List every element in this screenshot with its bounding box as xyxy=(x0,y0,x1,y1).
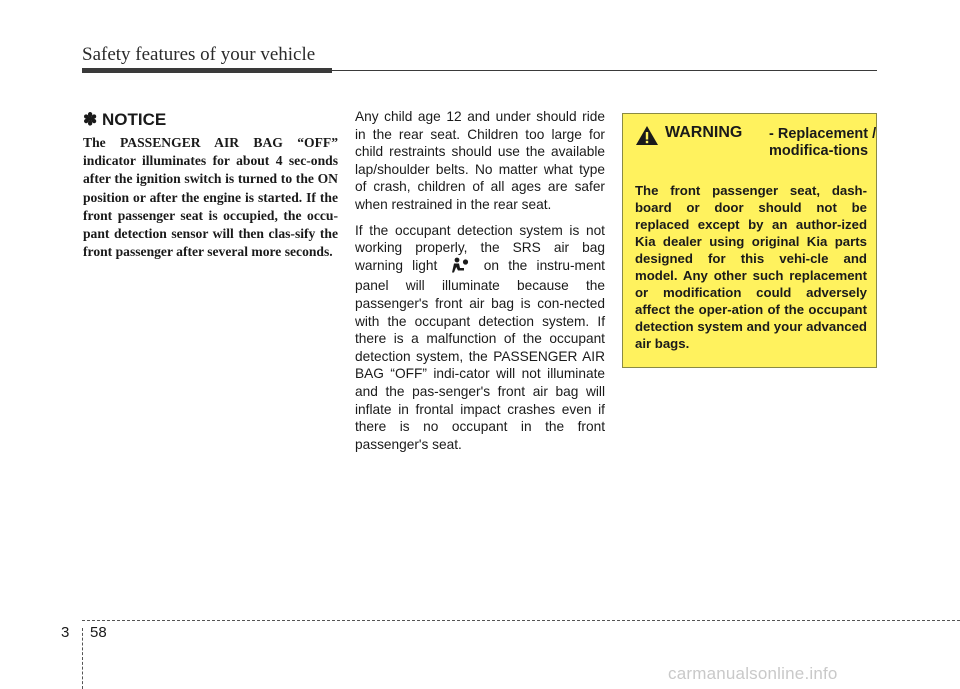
page-number: 58 xyxy=(90,624,107,641)
paragraph-part-after-icon: on the instru-ment panel will illuminate because the passenger's front air bag is con-nected with the occupant detection system. If there is a malfunction of the occupant detection system, the PASSENGER AIR BAG “OFF” indi-cator will not illuminate and the pas-senger's front air bag will inflate in frontal impact crashes even if there is no occupant in the front passenger's seat. xyxy=(355,257,605,452)
warning-box xyxy=(622,113,877,368)
paragraph-part-before-icon: If the occupant detection system is not working properly, the SRS air bag warning light xyxy=(355,222,605,273)
page-header-title: Safety features of your vehicle xyxy=(82,44,316,65)
notice-heading xyxy=(83,110,338,130)
warning-header xyxy=(635,124,877,182)
main-text-column xyxy=(355,108,605,461)
paragraph-child-seating: Any child age 12 and under should ride in the rear seat. Children too large for child restraints should use the available lap/shoulder belts. No matter what type of crash, children of all ages are safer when restrained in the rear seat. xyxy=(355,109,605,212)
airbag-warning-icon xyxy=(451,257,469,278)
footer-divider xyxy=(82,628,83,689)
header-rule-thick xyxy=(82,68,332,73)
warning-subtitle: - Replacement / modifica-tions xyxy=(769,126,877,159)
warning-body: The front passenger seat, dash-board or door should not be replaced except by an author-ized Kia dealer using original Kia parts designed for this vehi-cle and model. Any other such replacement or modification could adversely affect the oper-ation of the occupant detection system and your advanced air bags. xyxy=(635,183,867,351)
warning-triangle-icon xyxy=(635,125,659,151)
header-rule-thin xyxy=(332,70,877,71)
watermark: carmanualsonline.info xyxy=(668,664,838,683)
warning-word: WARNING xyxy=(665,124,743,141)
notice-body: The PASSENGER AIR BAG “OFF” indicator illuminates for about 4 sec-onds after the ignition switch is turned to the ON position or after the engine is started. If the front passenger seat is occupied, the occu-pant detection sensor will then clas-sify the front passenger after several more seconds. xyxy=(83,135,338,260)
footer-rule xyxy=(82,620,960,621)
notice-symbol-icon: ✽ xyxy=(83,110,98,129)
paragraph-occupant-detection xyxy=(355,222,605,454)
notice-column xyxy=(83,110,338,261)
section-number: 3 xyxy=(61,624,70,641)
notice-title: NOTICE xyxy=(101,110,167,129)
